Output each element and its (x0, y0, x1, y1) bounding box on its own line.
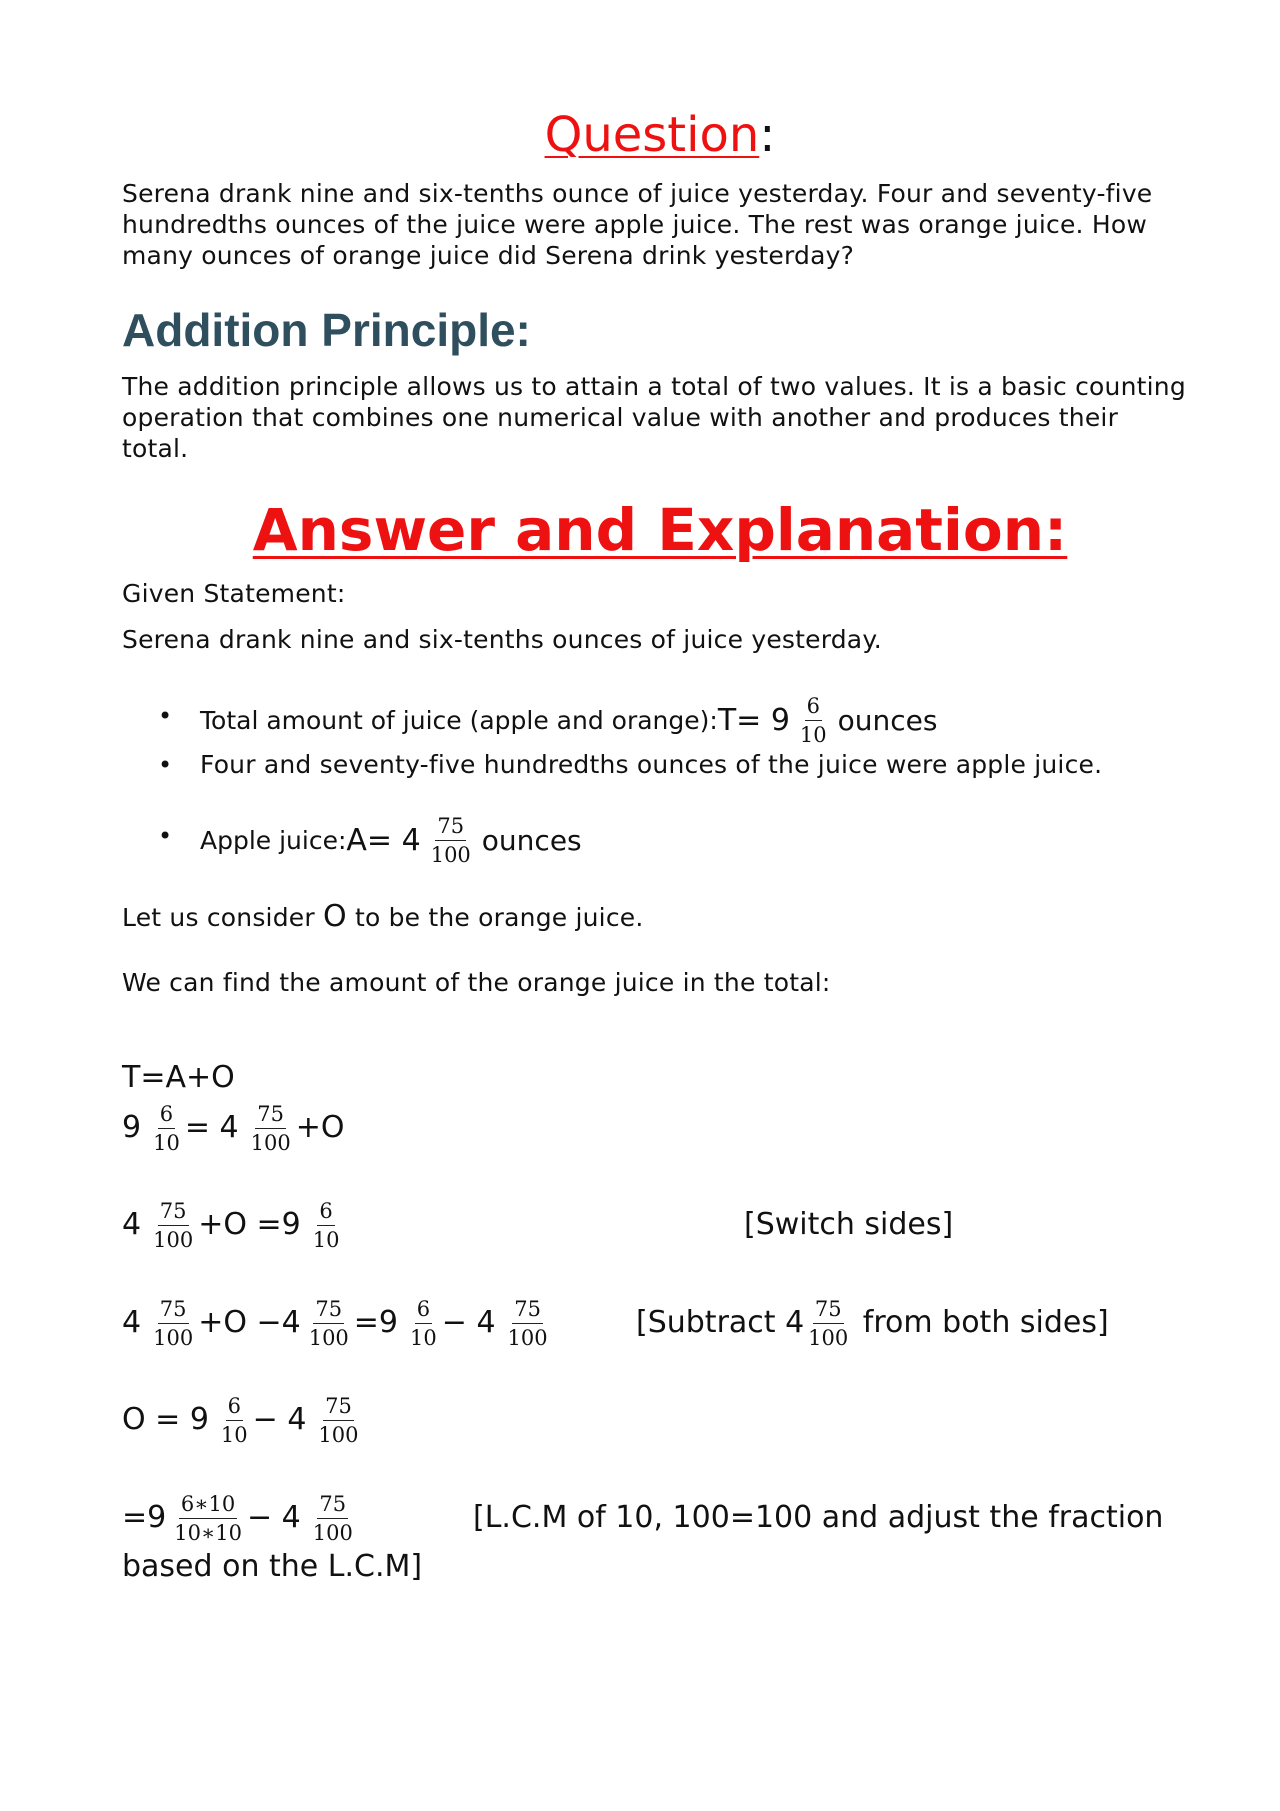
fraction-denominator: 100 (430, 843, 471, 867)
eq-term: 4 (122, 1207, 142, 1242)
fraction-denominator: 10∗10 (174, 1520, 242, 1545)
fraction-numerator: 6 (317, 1199, 334, 1226)
eq-term: − 4 (441, 1305, 496, 1340)
fraction-denominator: 10 (153, 1130, 180, 1155)
note-lcm-line1: [L.C.M of 10, 100=100 and adjust the fraction (473, 1500, 1164, 1535)
fraction (316, 1394, 360, 1447)
fraction (172, 1492, 244, 1545)
bullet-dot: • (158, 822, 173, 850)
bullet-apple-unit: ounces (481, 823, 582, 857)
fraction-numerator: 75 (435, 814, 466, 841)
eq-term: =9 (122, 1500, 167, 1535)
fraction-denominator: 10 (799, 723, 827, 747)
fraction (307, 1297, 351, 1350)
fraction-numerator: 75 (813, 1297, 844, 1324)
fraction-numerator: 75 (158, 1297, 189, 1324)
equation-2 (122, 1100, 344, 1156)
question-line: many ounces of orange juice did Serena drink yesterday? (122, 241, 855, 270)
eq-term: 9 (122, 1110, 142, 1145)
given-statement-label: Given Statement: (122, 579, 346, 608)
fraction-numerator: 6 (805, 694, 822, 721)
fraction-denominator: 100 (308, 1325, 349, 1350)
fraction-numerator: 75 (323, 1394, 354, 1421)
fraction-numerator: 75 (158, 1199, 189, 1226)
find-line: We can find the amount of the orange juice in the total: (122, 968, 831, 997)
note-lcm-line2: based on the L.C.M] (122, 1549, 423, 1584)
eq-term: 4 (122, 1305, 142, 1340)
question-heading-text: Question (544, 107, 760, 163)
fraction-numerator: 6 (415, 1297, 432, 1324)
bullet-apple-statement-text: Four and seventy-five hundredths ounces of the juice were apple juice. (200, 750, 1103, 779)
fraction-numerator: 6∗10 (179, 1492, 237, 1519)
fraction-denominator: 100 (808, 1325, 849, 1350)
fraction-numerator: 75 (255, 1102, 286, 1129)
eq-term: − 4 (246, 1500, 301, 1535)
eq-term: +O (295, 1110, 345, 1145)
fraction (429, 814, 473, 867)
bullet-total-line (200, 694, 938, 747)
bullet-apple-line (200, 814, 582, 867)
bullet-total-unit: ounces (837, 703, 938, 737)
eq-term: = 4 (184, 1110, 239, 1145)
fraction-denominator: 100 (153, 1227, 194, 1252)
addition-line: operation that combines one numerical value with another and produces their (122, 403, 1119, 432)
consider-pre: Let us consider (122, 903, 323, 932)
question-line: hundredths ounces of the juice were apple juice. The rest was orange juice. How (122, 210, 1147, 239)
question-heading (0, 106, 1280, 164)
bullet-apple-text: Apple juice: (200, 825, 347, 855)
fraction-numerator: 6 (226, 1394, 243, 1421)
equation-5 (122, 1392, 364, 1448)
fraction (408, 1297, 439, 1350)
addition-line: The addition principle allows us to attain a total of two values. It is a basic counting (122, 372, 1186, 401)
consider-var: O (322, 899, 347, 934)
question-body (122, 178, 1152, 271)
fraction-numerator: 6 (158, 1102, 175, 1129)
eq-term: =9 (353, 1305, 399, 1340)
fraction-denominator: 10 (410, 1325, 437, 1350)
bullet-total-text: Total amount of juice (apple and orange): (200, 705, 718, 735)
answer-heading: Answer and Explanation: (252, 496, 1068, 564)
equation-3 (122, 1197, 344, 1253)
equation-1: T=A+O (122, 1060, 235, 1095)
eq-term: +O =9 (198, 1207, 301, 1242)
consider-line (122, 901, 644, 933)
fraction (151, 1297, 195, 1350)
fraction (798, 694, 829, 747)
bullet-dot: • (158, 751, 173, 779)
equation-6 (122, 1490, 358, 1546)
fraction-denominator: 100 (318, 1422, 359, 1447)
equation-4 (122, 1295, 553, 1351)
fraction-denominator: 10 (220, 1422, 248, 1447)
fraction (151, 1199, 195, 1252)
fraction (311, 1492, 355, 1545)
fraction-denominator: 100 (250, 1130, 291, 1155)
question-heading-colon: : (759, 107, 776, 163)
note-switch-sides: [Switch sides] (744, 1207, 954, 1242)
fraction-denominator: 100 (312, 1520, 353, 1545)
consider-post: to be the orange juice. (346, 903, 644, 932)
fraction (506, 1297, 550, 1350)
addition-line: total. (122, 434, 189, 463)
eq-term: O = 9 (122, 1402, 209, 1437)
eq-term: +O −4 (198, 1305, 301, 1340)
fraction-denominator: 100 (507, 1325, 548, 1350)
fraction-denominator: 10 (312, 1227, 340, 1252)
note-subtract (636, 1295, 1109, 1351)
fraction-numerator: 75 (512, 1297, 543, 1324)
fraction-numerator: 75 (317, 1492, 348, 1519)
note-text: from both sides] (853, 1305, 1109, 1340)
bullet-dot: • (158, 702, 173, 730)
eq-term: − 4 (252, 1402, 307, 1437)
bullet-apple-expr: A= 4 (346, 822, 421, 858)
fraction (151, 1102, 182, 1155)
addition-principle-heading: Addition Principle: (122, 304, 531, 356)
given-statement-text: Serena drank nine and six-tenths ounces of juice yesterday. (122, 625, 882, 654)
fraction-numerator: 75 (313, 1297, 344, 1324)
fraction (249, 1102, 293, 1155)
bullet-total-expr: T= 9 (717, 702, 790, 738)
note-text: [Subtract 4 (636, 1305, 805, 1340)
addition-principle-body (122, 371, 1186, 464)
fraction (219, 1394, 250, 1447)
fraction-denominator: 100 (153, 1325, 194, 1350)
fraction (311, 1199, 342, 1252)
question-line: Serena drank nine and six-tenths ounce of juice yesterday. Four and seventy-five (122, 179, 1153, 208)
fraction (806, 1297, 850, 1350)
